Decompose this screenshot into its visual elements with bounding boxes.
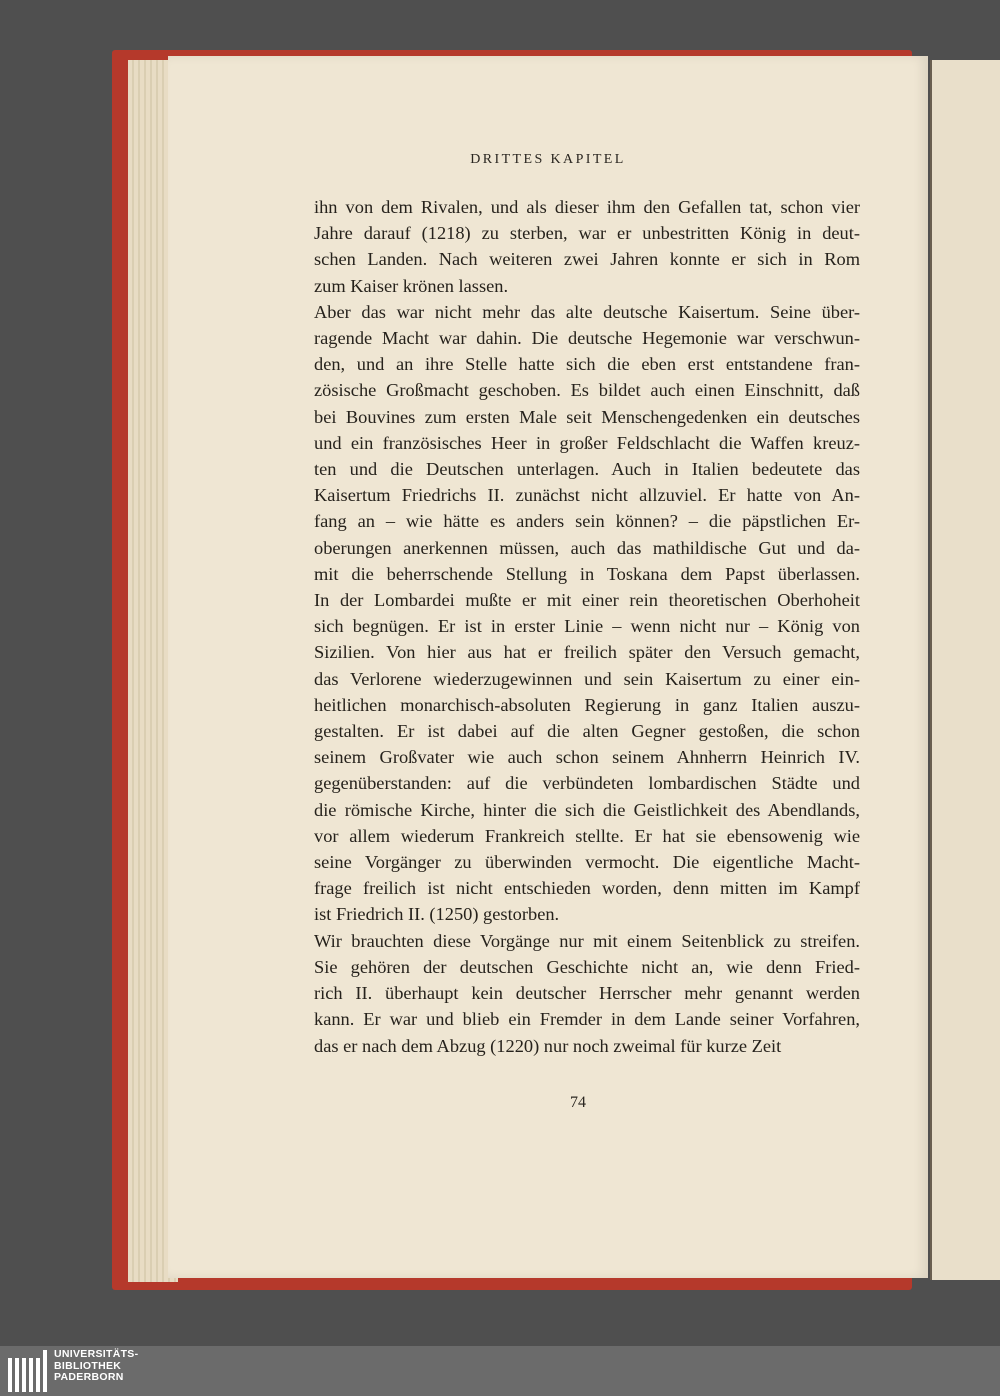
page-number: 74	[570, 1094, 586, 1111]
text-line: seine Vorgänger zu überwinden vermocht. Die eigentliche Macht-	[314, 852, 860, 873]
text-line: Sizilien. Von hier aus hat er freilich später den Versuch gemacht,	[314, 642, 860, 663]
text-line: In der Lombardei mußte er mit einer rein theoretischen Oberhoheit	[314, 590, 860, 611]
text-line: den, und an ihre Stelle hatte sich die eben erst entstandene fran-	[314, 354, 860, 375]
logo-line: BIBLIOTHEK	[54, 1359, 122, 1372]
text-line: ten und die Deutschen unterlagen. Auch in Italien bedeutete das	[314, 459, 860, 480]
logo-line: PADERBORN	[54, 1371, 124, 1383]
text-line: zösische Großmacht geschoben. Es bildet auch einen Einschnitt, daß	[314, 380, 860, 401]
library-logo-text	[54, 1349, 138, 1384]
text-line: oberungen anerkennen müssen, auch das mathildische Gut und da-	[314, 537, 860, 558]
text-line: das Verlorene wiederzugewinnen und sein Kaisertum zu einer ein-	[314, 668, 860, 689]
logo-line: UNIVERSITÄTS-	[54, 1348, 139, 1360]
text-line: gestalten. Er ist dabei auf die alten Gegner gestoßen, die schon	[314, 721, 860, 742]
text-line: rich II. überhaupt kein deutscher Herrscher mehr genannt werden	[314, 983, 860, 1004]
text-line: vor allem wiederum Frankreich stellte. Er hat sie ebensowenig wie	[314, 825, 860, 846]
text-line: ist Friedrich II. (1250) gestorben.	[314, 904, 560, 925]
text-line: sich begnügen. Er ist in erster Linie – wenn nicht nur – König von	[314, 616, 860, 637]
text-line: ihn von dem Rivalen, und als dieser ihm den Gefallen tat, schon vier	[314, 197, 860, 217]
text-line: ragende Macht war dahin. Die deutsche Hegemonie war verschwun-	[314, 328, 860, 349]
text-line: Aber das war nicht mehr das alte deutsche Kaisertum. Seine über-	[314, 301, 860, 322]
text-line: gegenüberstanden: auf die verbündeten lombardischen Städte und	[314, 773, 860, 794]
text-line: kann. Er war und blieb ein Fremder in dem Lande seiner Vorfahren,	[314, 1009, 860, 1030]
text-line: das er nach dem Abzug (1220) nur noch zweimal für kurze Zeit	[314, 1035, 782, 1056]
body-text	[314, 194, 860, 1059]
text-line: fang an – wie hätte es anders sein können? – die päpstlichen Er-	[314, 511, 860, 532]
running-head: DRITTES KAPITEL	[470, 152, 626, 167]
text-line: Wir brauchten diese Vorgänge nur mit einem Seitenblick zu streifen.	[314, 930, 860, 951]
text-line: frage freilich ist nicht entschieden worden, denn mitten im Kampf	[314, 878, 860, 899]
text-line: zum Kaiser krönen lassen.	[314, 275, 509, 296]
text-line: und ein französisches Heer in großer Feldschlacht die Waffen kreuz-	[314, 432, 860, 453]
text-line: Kaisertum Friedrichs II. zunächst nicht allzuviel. Er hatte von An-	[314, 485, 860, 506]
text-line: schen Landen. Nach weiteren zwei Jahren konnte er sich in Rom	[314, 249, 860, 270]
text-line: Sie gehören der deutschen Geschichte nicht an, wie denn Fried-	[314, 956, 860, 977]
text-line: bei Bouvines zum ersten Male seit Menschengedenken ein deutsches	[314, 406, 860, 427]
text-line: seinem Großvater wie auch schon seinem Ahnherrn Heinrich IV.	[314, 747, 860, 768]
text-line: Jahre darauf (1218) zu sterben, war er unbestritten König in deut-	[314, 223, 860, 244]
library-footer	[0, 1346, 1000, 1396]
library-logo-icon	[8, 1350, 48, 1392]
text-line: heitlichen monarchisch-absoluten Regierung in ganz Italien auszu-	[314, 694, 860, 715]
text-line: die römische Kirche, hinter die sich die Geistlichkeit des Abendlands,	[314, 799, 860, 820]
text-line: mit die beherrschende Stellung in Toskana dem Papst überlassen.	[314, 563, 860, 584]
